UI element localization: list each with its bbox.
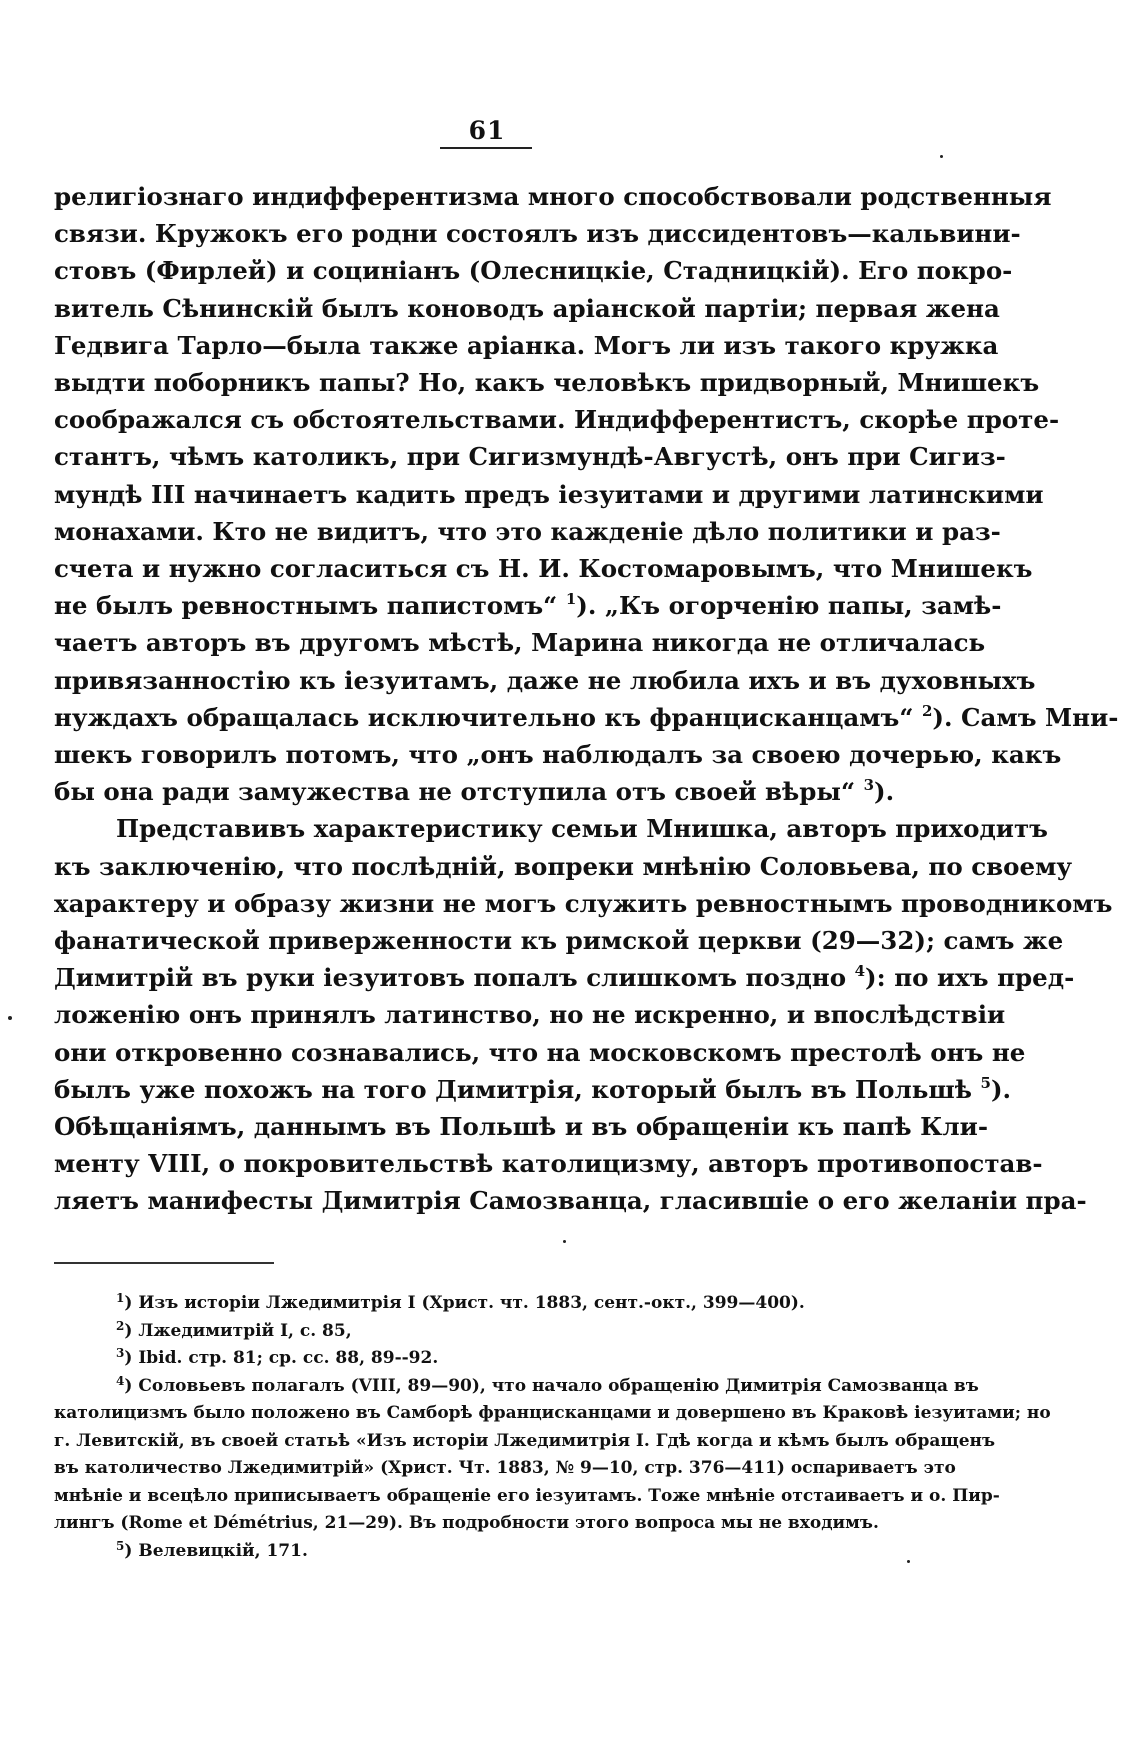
text-line: витель Сѣнинскій былъ коноводъ аріанской партіи; первая жена xyxy=(54,293,1000,323)
text-line: привязанностію къ іезуитамъ, даже не любила ихъ и въ духовныхъ xyxy=(54,665,1036,695)
footnote-text: Ibid. стр. 81; ср. сс. 88, 89--92. xyxy=(138,1348,439,1368)
page-number-rule xyxy=(440,147,532,149)
text-line: шекъ говорилъ потомъ, что „онъ наблюдалъ за своею дочерью, какъ xyxy=(54,740,1062,770)
footnote-mark: 1 xyxy=(116,1291,125,1305)
text-line: стантъ, чѣмъ католикъ, при Сигизмундѣ-Августѣ, онъ при Сигиз- xyxy=(54,442,1006,472)
paragraph-2 xyxy=(54,810,1113,1219)
text-line: Гедвига Тарло—была также аріанка. Могъ ли изъ такого кружка xyxy=(54,330,999,360)
footnote-5: $^5$) Велевицкій, 171. xyxy=(116,1538,308,1561)
footnote-text: Лжедимитрій I, с. 85, xyxy=(138,1320,352,1341)
page-number: 61 xyxy=(468,116,506,145)
footnote-ref: 2 xyxy=(921,701,933,720)
footnote-line: $^4$) Соловьевъ полагалъ (VIII, 89—90), что начало обращенію Димитрія Самозванца въ xyxy=(116,1373,979,1396)
footnote-ref: 4 xyxy=(854,962,866,981)
footnote-line: лингъ (Rome et Démétrius, 21—29). Въ подробности этого вопроса мы не входимъ. xyxy=(54,1513,879,1533)
footnote-line: г. Левитскій, въ своей статьѣ «Изъ исторіи Лжедимитрія I. Гдѣ когда и кѣмъ былъ обращенъ xyxy=(54,1430,996,1451)
text-line: былъ уже похожъ на того Димитрія, который былъ въ Польшѣ $^5$). xyxy=(54,1073,1012,1104)
footnote-ref: 1 xyxy=(565,590,577,609)
text-line: ляетъ манифесты Димитрія Самозванца, гласившіе о его желаніи пра- xyxy=(54,1186,1087,1216)
text-line: стовъ (Фирлей) и социніанъ (Олесницкіе, Стадницкій). Его покро- xyxy=(54,256,1013,286)
footnote-4 xyxy=(54,1373,1051,1538)
footnote-line: католицизмъ было положено въ Самборѣ францисканцами и довершено въ Краковѣ іезуитами; но xyxy=(54,1403,1051,1423)
text-line: Обѣщаніямъ, даннымъ въ Польшѣ и въ обращеніи къ папѣ Кли- xyxy=(54,1112,989,1142)
text-line: связи. Кружокъ его родни состоялъ изъ диссидентовъ—кальвини- xyxy=(54,219,1021,249)
text-line: фанатической приверженности къ римской церкви (29—32); самъ же xyxy=(54,926,1064,956)
text-line: характеру и образу жизни не могъ служить ревностнымъ проводникомъ xyxy=(54,888,1113,918)
text-line: ложенію онъ принялъ латинство, но не искренно, и впослѣдствіи xyxy=(54,1000,1006,1030)
footnote-line: мнѣніе и всецѣло приписываетъ обращеніе его іезуитамъ. Тоже мнѣніе отстаиваетъ и о. Пир- xyxy=(54,1485,1000,1506)
text-line: нуждахъ обращалась исключительно къ францисканцамъ“ $^2$). Самъ Мни- xyxy=(54,701,1119,732)
footnote-2: $^2$) Лжедимитрій I, с. 85, xyxy=(116,1318,352,1341)
main-text xyxy=(54,178,1119,1220)
scan-speck xyxy=(940,155,943,158)
paragraph-1 xyxy=(54,178,1119,810)
footnote-1: $^1$) Изъ исторіи Лжедимитрія I (Христ. чт. 1883, сент.-окт., 399—400). xyxy=(116,1291,805,1313)
text-line: религіознаго индифферентизма много способствовали родственныя xyxy=(54,182,1052,211)
footnote-line: въ католичество Лжедимитрій» (Христ. Чт. 1883, № 9—10, стр. 376—411) оспариваетъ это xyxy=(54,1458,956,1478)
scan-speck xyxy=(563,1240,566,1243)
text-line: менту VIII, о покровительствѣ католицизму, авторъ противопостав- xyxy=(54,1149,1043,1179)
footnote-text: Изъ исторіи Лжедимитрія I (Христ. чт. 1883, сент.-окт., 399—400). xyxy=(138,1293,805,1313)
footnote-separator xyxy=(54,1262,274,1264)
footnote-mark: 2 xyxy=(116,1318,125,1333)
text-line: они откровенно сознавались, что на московскомъ престолѣ онъ не xyxy=(54,1037,1026,1067)
footnote-ref: 3 xyxy=(863,776,875,795)
text-line: соображался съ обстоятельствами. Индифферентистъ, скорѣе проте- xyxy=(54,405,1060,435)
footnotes xyxy=(54,1290,1051,1565)
footnote-ref: 5 xyxy=(980,1073,991,1092)
text-line: чаетъ авторъ въ другомъ мѣстѣ, Марина никогда не отличалась xyxy=(54,628,986,658)
scan-speck xyxy=(8,1016,12,1020)
text-line: Представивъ характеристику семьи Мнишка, авторъ приходитъ xyxy=(116,814,1048,844)
text-line: монахами. Кто не видитъ, что это кажденіе дѣло политики и раз- xyxy=(54,516,1001,546)
text-line: бы она ради замужества не отступила отъ своей вѣры“ $^3$). xyxy=(54,776,895,807)
footnote-mark: 5 xyxy=(116,1538,125,1553)
footnote-3: $^3$) Ibid. стр. 81; ср. сс. 88, 89--92. xyxy=(116,1346,439,1368)
text-line: счета и нужно согласиться съ Н. И. Костомаровымъ, что Мнишекъ xyxy=(54,554,1033,584)
footnote-text: Велевицкій, 171. xyxy=(138,1540,308,1561)
text-line: къ заключенію, что послѣдній, вопреки мнѣнію Соловьева, по своему xyxy=(54,851,1073,881)
footnote-mark: 3 xyxy=(116,1346,125,1360)
scan-speck xyxy=(907,1560,910,1563)
text-line: не былъ ревностнымъ папистомъ“ $^1$). „Къ огорченію папы, замѣ- xyxy=(54,590,1002,621)
text-line: выдти поборникъ папы? Но, какъ человѣкъ придворный, Мнишекъ xyxy=(54,368,1040,398)
text-line: Димитрій въ руки іезуитовъ попалъ слишкомъ поздно $^4$): по ихъ пред- xyxy=(54,962,1075,993)
footnote-mark: 4 xyxy=(116,1373,125,1388)
text-line: мундѣ III начинаетъ кадить предъ іезуитами и другими латинскими xyxy=(54,479,1044,509)
